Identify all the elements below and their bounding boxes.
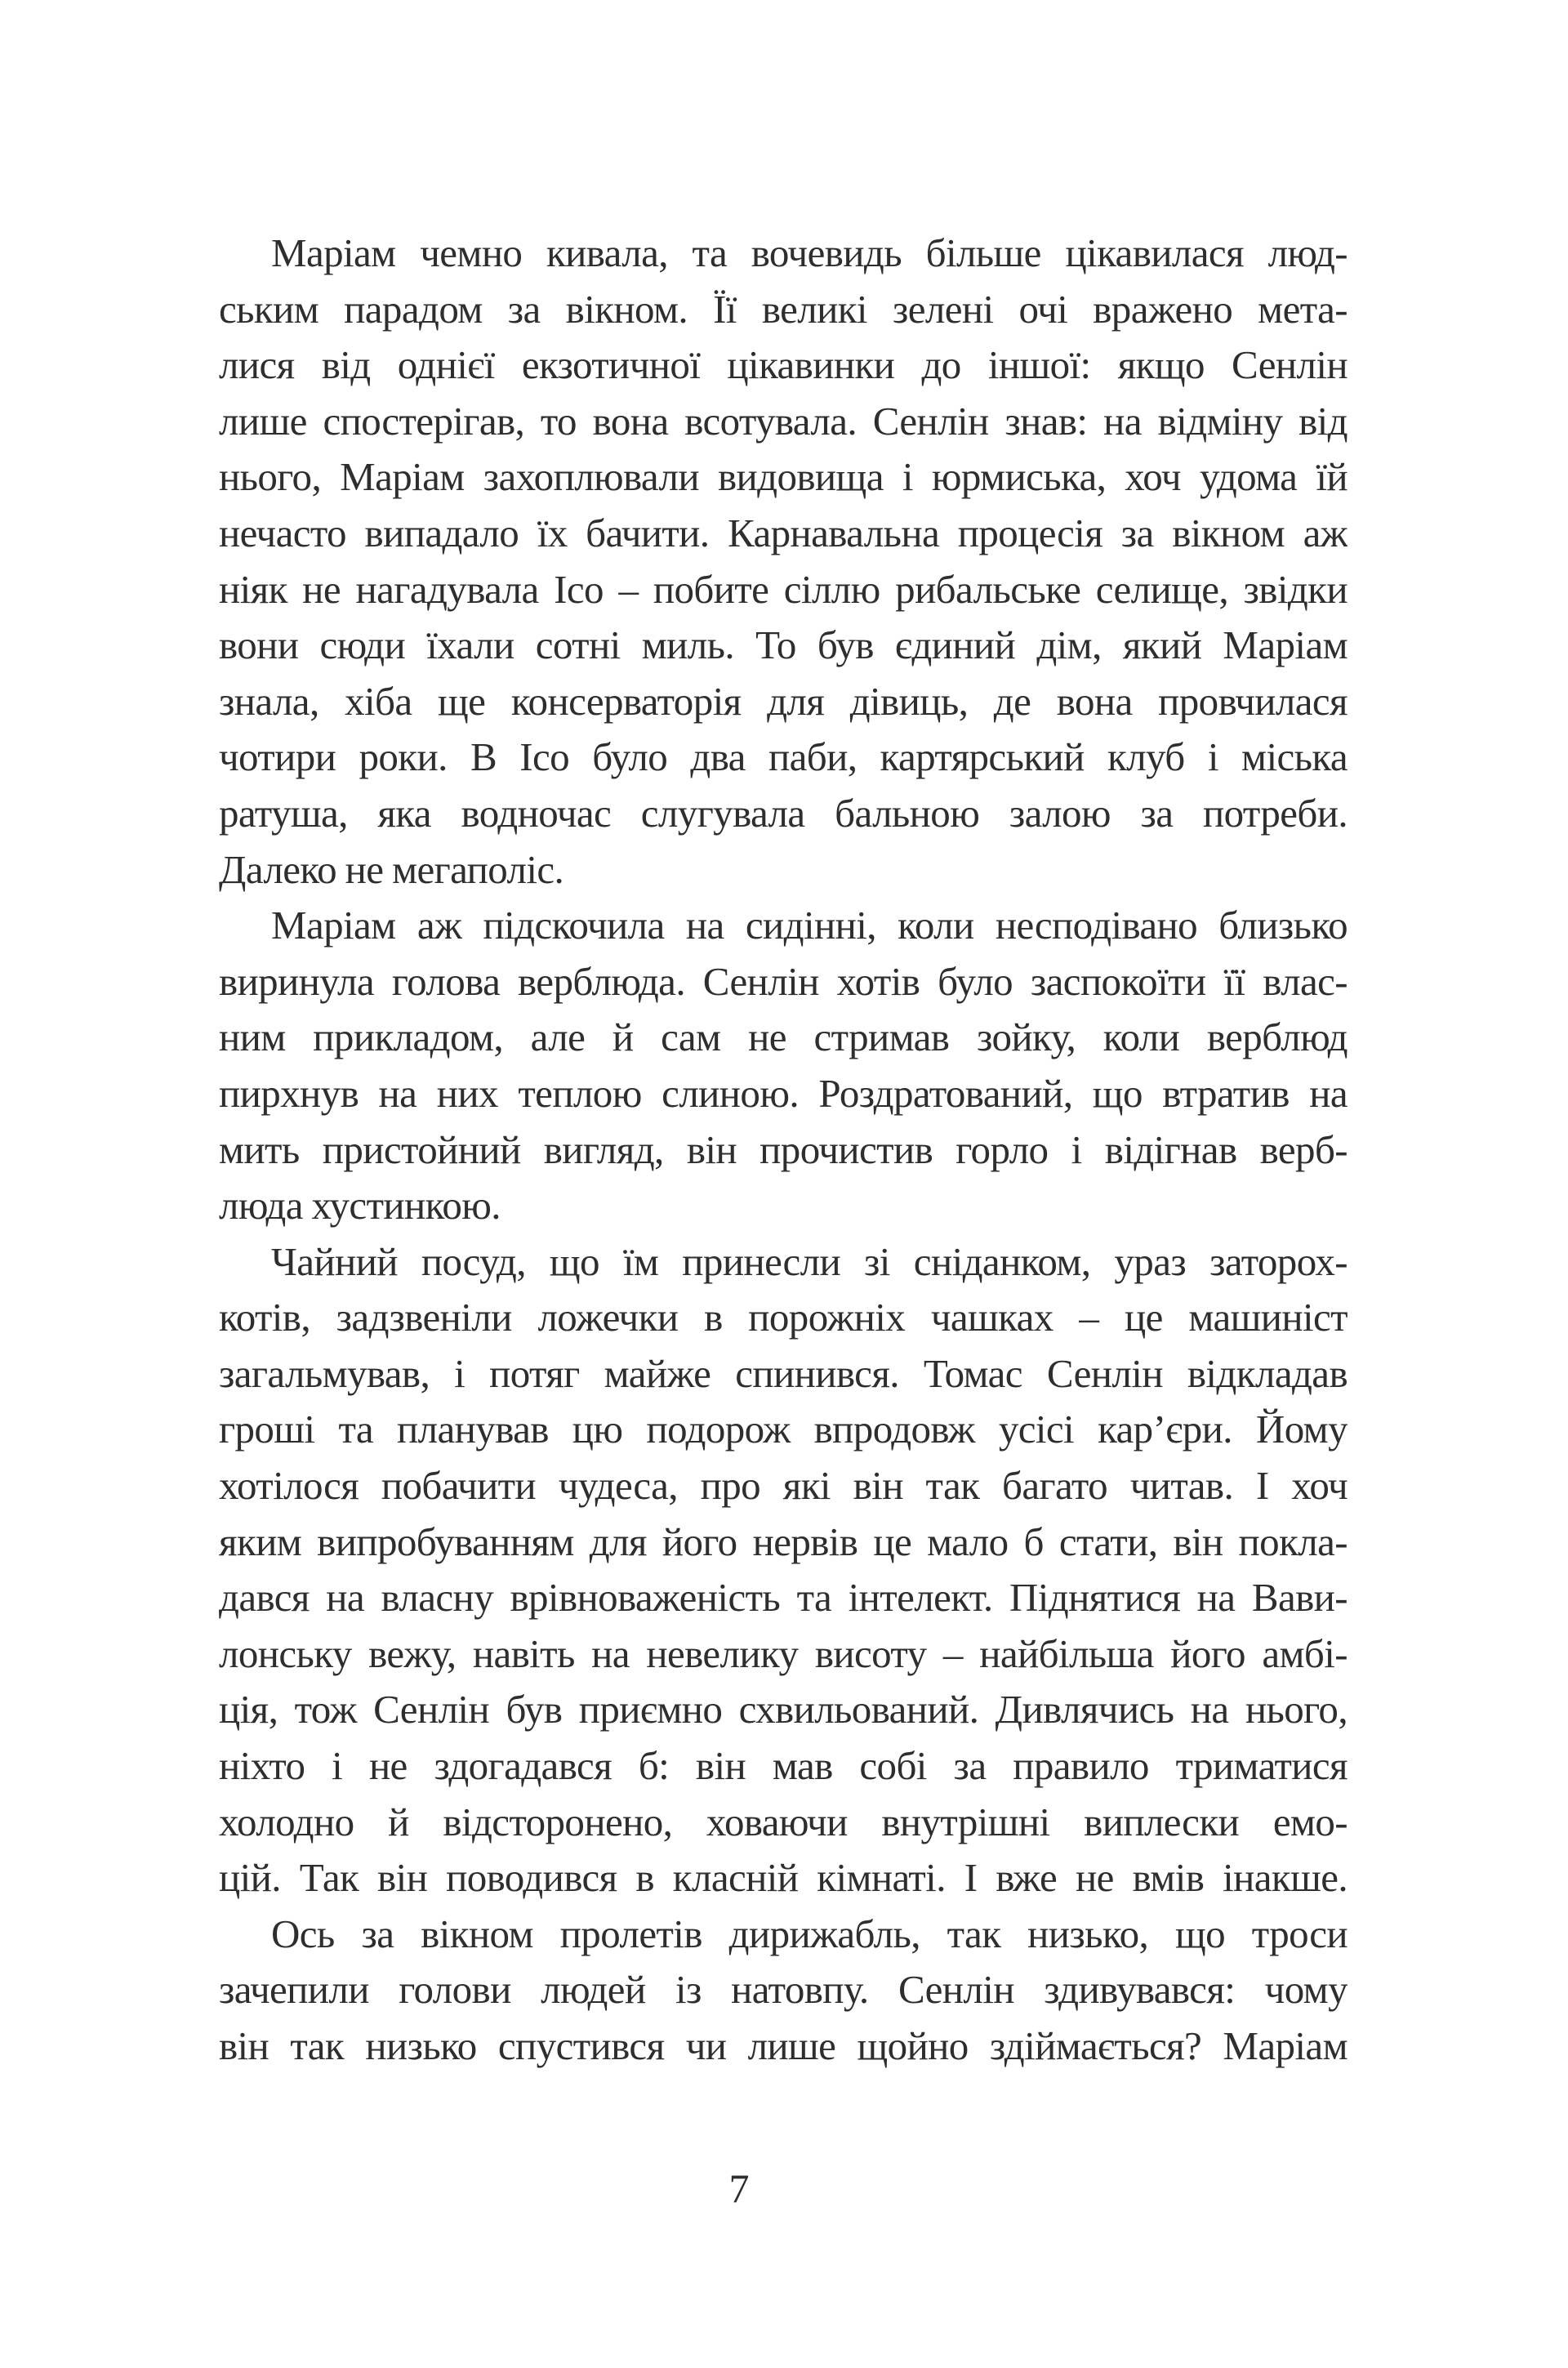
- text-line: знала, хіба ще консерваторія для дівиць, де вона провчилася: [219, 678, 1348, 724]
- text-line: Чайний посуд, що їм принесли зі сніданком, ураз заторох-: [271, 1238, 1348, 1284]
- text-line: лише спостерігав, то вона всотувала. Сенлін знав: на відміну від: [219, 398, 1348, 444]
- text-line: котів, задзвеніли ложечки в порожніх чашках – це машиніст: [219, 1295, 1348, 1340]
- text-line: Маріам чемно кивала, та вочевидь більше цікавилася люд-: [271, 230, 1348, 275]
- text-line: виринула голова верблюда. Сенлін хотів було заспокоїти її влас-: [219, 958, 1348, 1004]
- text-line: він так низько спустився чи лише щойно здіймається? Маріам: [219, 2023, 1348, 2068]
- text-line: холодно й відсторонено, ховаючи внутрішні виплески емо-: [219, 1799, 1348, 1844]
- text-line: Далеко не мегаполіс.: [219, 846, 564, 892]
- text-line: ським парадом за вікном. Її великі зелені очі вражено мета-: [219, 286, 1348, 332]
- text-line: яким випробуванням для його нервів це мало б стати, він покла-: [219, 1518, 1348, 1564]
- text-line: мить пристойний вигляд, він прочистив горло і відігнав верб-: [219, 1126, 1348, 1172]
- paragraph: [219, 1234, 1348, 1906]
- text-line: ніяк не нагадувала Ісо – побите сіллю рибальське селище, звідки: [219, 566, 1348, 612]
- text-line: ція, тож Сенлін був приємно схвильований. Дивлячись на нього,: [219, 1687, 1348, 1733]
- text-line: пирхнув на них теплою слиною. Роздратований, що втратив на: [219, 1070, 1348, 1116]
- text-line: загальмував, і потяг майже спинився. Томас Сенлін відкладав: [219, 1350, 1348, 1396]
- text-line: хотілося побачити чудеса, про які він так багато читав. І хоч: [219, 1463, 1348, 1509]
- text-line: Маріам аж підскочила на сидінні, коли несподівано близько: [271, 903, 1348, 948]
- text-line: чотири роки. В Ісо було два паби, картярський клуб і міська: [219, 734, 1348, 780]
- text-line: лонську вежу, навіть на невелику висоту – найбільша його амбі-: [219, 1630, 1348, 1676]
- text-line: вони сюди їхали сотні миль. То був єдиний дім, який Маріам: [219, 622, 1348, 668]
- paragraph: [219, 1906, 1348, 2075]
- text-line: ним прикладом, але й сам не стримав зойку, коли верблюд: [219, 1015, 1348, 1060]
- text-line: нього, Маріам захоплювали видовища і юрмиська, хоч удома їй: [219, 454, 1348, 500]
- text-line: зачепили голови людей із натовпу. Сенлін здивувався: чому: [219, 1967, 1348, 2013]
- book-page-text: [219, 225, 1348, 2075]
- text-line: ніхто і не здогадався б: він мав собі за правило триматися: [219, 1743, 1348, 1789]
- page-number: 7: [728, 2165, 750, 2211]
- text-line: люда хустинкою.: [219, 1183, 501, 1229]
- text-line: гроші та планував цю подорож впродовж усісі кар’єри. Йому: [219, 1407, 1348, 1452]
- text-line: цій. Так він поводився в класній кімнаті. І вже не вмів інакше.: [219, 1855, 1348, 1901]
- text-line: нечасто випадало їх бачити. Карнавальна процесія за вікном аж: [219, 510, 1348, 555]
- paragraph: [219, 898, 1348, 1234]
- text-line: лися від однієї екзотичної цікавинки до іншої: якщо Сенлін: [219, 342, 1348, 388]
- text-line: Ось за вікном пролетів дирижабль, так низько, що троси: [271, 1911, 1348, 1956]
- paragraph: [219, 225, 1348, 898]
- text-line: дався на власну врівноваженість та інтелект. Піднятися на Вави-: [219, 1575, 1348, 1621]
- text-line: ратуша, яка водночас слугувала бальною залою за потреби.: [219, 790, 1348, 836]
